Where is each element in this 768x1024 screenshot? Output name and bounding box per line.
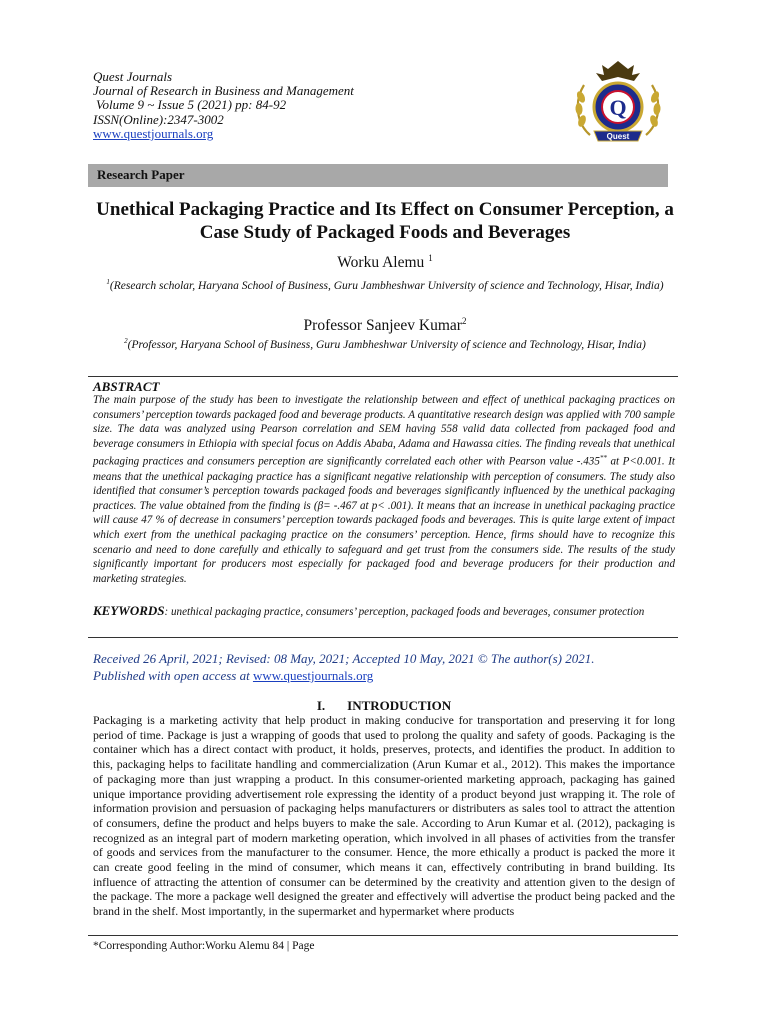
published-prefix: Published with open access at	[93, 668, 253, 683]
logo-letter: Q	[609, 95, 627, 120]
journal-header	[93, 70, 513, 141]
footer-rule	[88, 935, 678, 936]
section-title: INTRODUCTION	[347, 698, 452, 713]
logo-ribbon-text: Quest	[606, 132, 630, 141]
author-2	[88, 316, 682, 335]
banner-label: Research Paper	[97, 167, 185, 182]
journal-name: Quest Journals	[93, 69, 173, 84]
author-2-affiliation: $^2$(Professor, Haryana School of Business, Guru Jambheshwar University of science and Technology, Hisar, India)	[124, 337, 646, 351]
volume-info: Volume 9 ~ Issue 5 (2021) pp: 84-92	[96, 97, 287, 113]
keywords-label: KEYWORDS	[93, 603, 165, 618]
paper-title: Unethical Packaging Practice and Its Effect on Consumer Perception, a Case Study of Packaged Foods and Beverages	[96, 199, 674, 243]
published-url-link[interactable]: www.questjournals.org	[252, 668, 374, 683]
abstract-top-rule	[88, 376, 678, 377]
introduction-text: Packaging is a marketing activity that help product in making conducive for transportation and preserving it for long period of time. Package is just a wrapping of goods that used to prolong the quality and safety of goods. Packaging is the container which has a direct contact with product, it holds, preserves, protects, and identifies the product. In addition to this, packaging helps to facilitate handling and commercialization (Arun Kumar et al., 2012). This makes the importance of packaging more than just wrapping a product. In this consumer-oriented marketing approach, packaging has gained unique importance providing advertisement role expressing the identity of a product beyond just wrapping it. The role of information provision and persuasion of packaging helps manufacturers or distributers as sales tool to attract the attention of consumers, define the product and helps buyers to make the sale. According to Arun Kumar et al. (2012), packaging is recognized as an integral part of modern marketing operation, which involved in all phases of activities from the transfer of goods and services from the manufacturer to the consumer. Hence, the more ethically a product is packed the more it can create good feeling in the mind of consumer, which means it can, effectively contributing in brand building. Its influence of attracting the attention of consumer can be determined by the creativity and attention given to the design of the package. The more a package well designed the greater and effectively will advertise the product being packed and the brand in the shelf. Most importantly, in the supermarket and hypermarket where products	[93, 713, 675, 919]
received-line: Received 26 April, 2021; Revised: 08 May, 2021; Accepted 10 May, 2021 © The author(s) 2021.	[93, 651, 595, 666]
keywords-text: : unethical packaging practice, consumers’ perception, packaged foods and beverages, consumer protection	[164, 606, 645, 618]
section-heading	[0, 698, 768, 714]
author-2-name: Professor Sanjeev Kumar	[303, 317, 462, 335]
abstract-text: The main purpose of the study has been to investigate the relationship between and effect of unethical packaging practices on consumers’ perception towards packaged food and beverage products. A quantitative research design was applied with 700 sample size. The data was analyzed using Pearson correlation and SEM having 558 valid data collected from packaged food and beverage consumers in Ethiopia with special focus on Addis Ababa, Adama and Hawassa cities. The finding reveals that unethical packaging practices and consumers perception are significantly correlated each other with Pearson value -.435** at P<0.001. It means that the unethical packaging practice has a significant negative relationship with perception of consumers. The study also identified that consumer’s perception towards packaged foods and beverages significantly influenced by the unethical packaging practices. The value obtained from the finding is (β= -.467 at p< .001). It means that an increase in unethical packaging practice will cause 47 % of decrease in consumers’ perception towards packaged foods and beverages. This is quite large extent of impact which exert from the unethical packaging practice on the consumers’ perception. Hence, firms should have to recognize this scenario and need to done carefully and ethically to safeguard and get trust from the consumers side. The results of the study significantly important for producers most especially for packaged food and beverage producers for their production and marketing strategies.	[93, 394, 675, 585]
author-1-sup: 1	[428, 253, 433, 263]
author-1-name: Worku Alemu	[337, 254, 425, 272]
section-number: I.	[316, 698, 326, 713]
author-2-sup: 2	[461, 316, 467, 326]
journal-url-link[interactable]: www.questjournals.org	[93, 125, 214, 141]
research-paper-banner	[88, 164, 668, 187]
received-dates	[93, 650, 683, 684]
journal-full-name: Journal of Research in Business and Management	[93, 83, 354, 99]
abstract-heading: ABSTRACT	[93, 379, 160, 394]
abstract-bottom-rule	[88, 637, 678, 638]
author-1-affiliation: $^1$(Research scholar, Haryana School of Business, Guru Jambheshwar University of science and Technology, Hisar, India)	[106, 278, 664, 292]
issn: ISSN(Online):2347-3002	[93, 111, 224, 127]
author-1	[88, 253, 682, 272]
keywords	[93, 604, 675, 620]
footer-text: *Corresponding Author:Worku Alemu 84 | Page	[93, 940, 315, 952]
quest-journals-logo-icon	[568, 57, 668, 149]
